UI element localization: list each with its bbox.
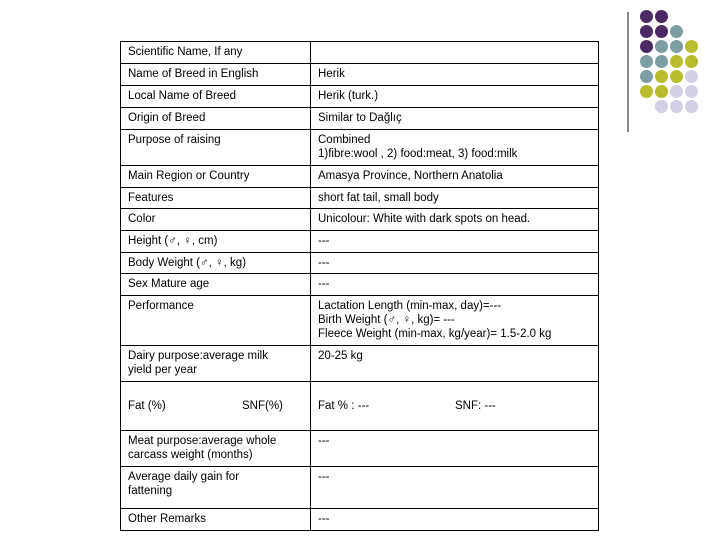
row-value: --- bbox=[311, 231, 599, 253]
decorative-dot bbox=[670, 40, 683, 53]
decorative-dot bbox=[685, 100, 698, 113]
row-value: --- bbox=[311, 253, 599, 274]
decorative-dot bbox=[670, 85, 683, 98]
table-row bbox=[121, 86, 599, 108]
table-row bbox=[121, 467, 599, 509]
row-value bbox=[311, 382, 599, 431]
row-value: Herik bbox=[311, 64, 599, 86]
decorative-dot bbox=[640, 25, 653, 38]
decorative-dot bbox=[655, 100, 668, 113]
row-label: Purpose of raising bbox=[121, 130, 311, 166]
table-row bbox=[121, 64, 599, 86]
row-label: Sex Mature age bbox=[121, 274, 311, 296]
row-label: Other Remarks bbox=[121, 509, 311, 531]
snf-label: SNF(%) bbox=[242, 400, 283, 412]
decorative-dot bbox=[685, 85, 698, 98]
decorative-dot bbox=[640, 70, 653, 83]
breed-info-table bbox=[120, 41, 599, 531]
row-label: Height (♂, ♀, cm) bbox=[121, 231, 311, 253]
table-row bbox=[121, 274, 599, 296]
row-label: Features bbox=[121, 188, 311, 209]
decorative-dot bbox=[685, 70, 698, 83]
table-row bbox=[121, 231, 599, 253]
decorative-dot bbox=[655, 40, 668, 53]
row-value: --- bbox=[311, 509, 599, 531]
row-label: Average daily gain for fattening bbox=[121, 467, 311, 509]
decorative-dot bbox=[670, 100, 683, 113]
fat-value: Fat % : --- bbox=[318, 400, 370, 412]
snf-value: SNF: --- bbox=[455, 400, 496, 412]
decorative-dot bbox=[670, 55, 683, 68]
row-value: Combined 1)fibre:wool , 2) food:meat, 3) food:milk bbox=[311, 130, 599, 166]
row-label: Meat purpose:average whole carcass weight (months) bbox=[121, 431, 311, 467]
row-label: Performance bbox=[121, 296, 311, 346]
fat-label: Fat (%) bbox=[128, 400, 166, 412]
table-row bbox=[121, 253, 599, 274]
decorative-dot bbox=[640, 85, 653, 98]
table-row bbox=[121, 209, 599, 231]
row-label: Local Name of Breed bbox=[121, 86, 311, 108]
row-value: --- bbox=[311, 431, 599, 467]
decorative-dot bbox=[655, 70, 668, 83]
table-row bbox=[121, 166, 599, 188]
decorative-dot bbox=[685, 55, 698, 68]
decorative-dot bbox=[655, 25, 668, 38]
row-label: Name of Breed in English bbox=[121, 64, 311, 86]
row-value: short fat tail, small body bbox=[311, 188, 599, 209]
decorative-dot bbox=[655, 85, 668, 98]
decorative-dot-grid bbox=[640, 10, 710, 120]
row-label: Main Region or Country bbox=[121, 166, 311, 188]
table-row bbox=[121, 509, 599, 531]
row-value: Lactation Length (min-max, day)=--- Birth Weight (♂, ♀, kg)= --- Fleece Weight (min-max, kg/year)= 1.5-2.0 kg bbox=[311, 296, 599, 346]
table-row bbox=[121, 296, 599, 346]
row-value: Amasya Province, Northern Anatolia bbox=[311, 166, 599, 188]
decorative-dot bbox=[640, 40, 653, 53]
row-label: Body Weight (♂, ♀, kg) bbox=[121, 253, 311, 274]
table-row bbox=[121, 382, 599, 431]
decorative-dot bbox=[655, 10, 668, 23]
row-label bbox=[121, 382, 311, 431]
decorative-vertical-line bbox=[627, 12, 629, 132]
table-row bbox=[121, 130, 599, 166]
row-value bbox=[311, 42, 599, 64]
table-row bbox=[121, 108, 599, 130]
row-value: Herik (turk.) bbox=[311, 86, 599, 108]
table-row bbox=[121, 188, 599, 209]
table-row bbox=[121, 42, 599, 64]
decorative-dot bbox=[655, 55, 668, 68]
decorative-dot bbox=[670, 70, 683, 83]
table-row bbox=[121, 431, 599, 467]
decorative-dot bbox=[670, 25, 683, 38]
row-value: --- bbox=[311, 274, 599, 296]
row-label: Origin of Breed bbox=[121, 108, 311, 130]
row-value: Similar to Dağlıç bbox=[311, 108, 599, 130]
table-row bbox=[121, 346, 599, 382]
row-value: --- bbox=[311, 467, 599, 509]
row-label: Dairy purpose:average milk yield per year bbox=[121, 346, 311, 382]
decorative-dot bbox=[640, 55, 653, 68]
decorative-dot bbox=[685, 40, 698, 53]
decorative-dot bbox=[640, 10, 653, 23]
row-label: Color bbox=[121, 209, 311, 231]
row-value: Unicolour: White with dark spots on head. bbox=[311, 209, 599, 231]
row-value: 20-25 kg bbox=[311, 346, 599, 382]
row-label: Scientific Name, If any bbox=[121, 42, 311, 64]
